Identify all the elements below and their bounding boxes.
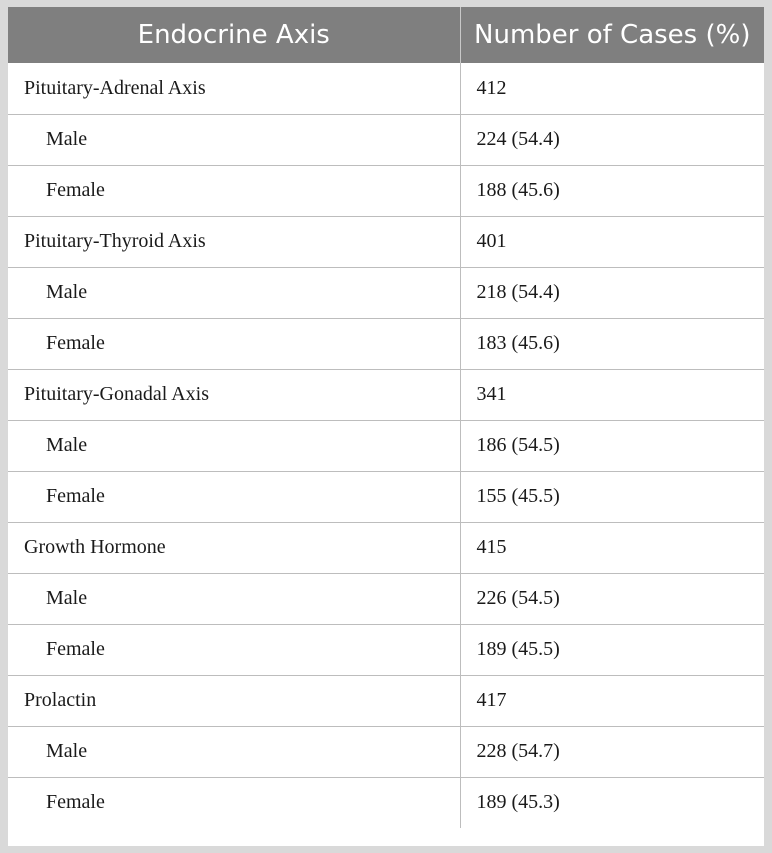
case-count-cell: 189 (45.5) <box>460 624 764 675</box>
axis-label-cell: Prolactin <box>8 675 460 726</box>
table-row <box>8 267 764 318</box>
table-body <box>8 63 764 828</box>
sex-label-cell: Female <box>8 777 460 828</box>
table-row <box>8 471 764 522</box>
table-row <box>8 369 764 420</box>
table-header <box>8 7 764 63</box>
table-row <box>8 420 764 471</box>
case-count-cell: 412 <box>476 76 507 99</box>
table-row <box>8 114 764 165</box>
case-count-cell: 341 <box>460 369 764 420</box>
case-count-cell: 415 <box>460 522 764 573</box>
sex-label-cell: Male <box>8 114 460 165</box>
case-count-cell: 218 (54.4) <box>460 267 764 318</box>
table-row <box>8 573 764 624</box>
table-row <box>8 522 764 573</box>
table-row <box>8 777 764 828</box>
case-count-cell: 188 (45.6) <box>460 165 764 216</box>
table-row <box>8 216 764 267</box>
axis-label-cell: Pituitary-Thyroid Axis <box>8 216 460 267</box>
sex-label-cell: Female <box>8 318 460 369</box>
header-row <box>8 7 764 63</box>
sex-label-cell: Female <box>8 471 460 522</box>
table-row <box>8 165 764 216</box>
case-count-cell: 417 <box>460 675 764 726</box>
sex-label-cell: Female <box>8 165 460 216</box>
axis-label-cell: Growth Hormone <box>8 522 460 573</box>
sex-label-cell: Male <box>8 267 460 318</box>
case-count-cell: 401 <box>460 216 764 267</box>
axis-label-cell: Pituitary-Adrenal Axis <box>8 63 460 114</box>
case-count-cell: 155 (45.5) <box>460 471 764 522</box>
endocrine-cases-table <box>8 7 764 828</box>
table-row <box>8 726 764 777</box>
axis-label-cell: Pituitary-Gonadal Axis <box>8 369 460 420</box>
table-row <box>8 63 764 114</box>
sex-label-cell: Male <box>8 420 460 471</box>
sex-label-cell: Female <box>8 624 460 675</box>
case-count-cell: 183 (45.6) <box>460 318 764 369</box>
sex-label-cell: Male <box>8 573 460 624</box>
table-row <box>8 675 764 726</box>
case-count-cell: 224 (54.4) <box>460 114 764 165</box>
sex-label-cell: Male <box>8 726 460 777</box>
column-header-endocrine-axis: Endocrine Axis <box>8 7 460 63</box>
column-header-number-of-cases: Number of Cases (%) <box>460 7 764 63</box>
table-row <box>8 624 764 675</box>
case-count-cell: 226 (54.5) <box>460 573 764 624</box>
case-count-cell: 186 (54.5) <box>460 420 764 471</box>
table-row <box>8 318 764 369</box>
case-count-cell: 228 (54.7) <box>460 726 764 777</box>
case-count-cell: 189 (45.3) <box>460 777 764 828</box>
